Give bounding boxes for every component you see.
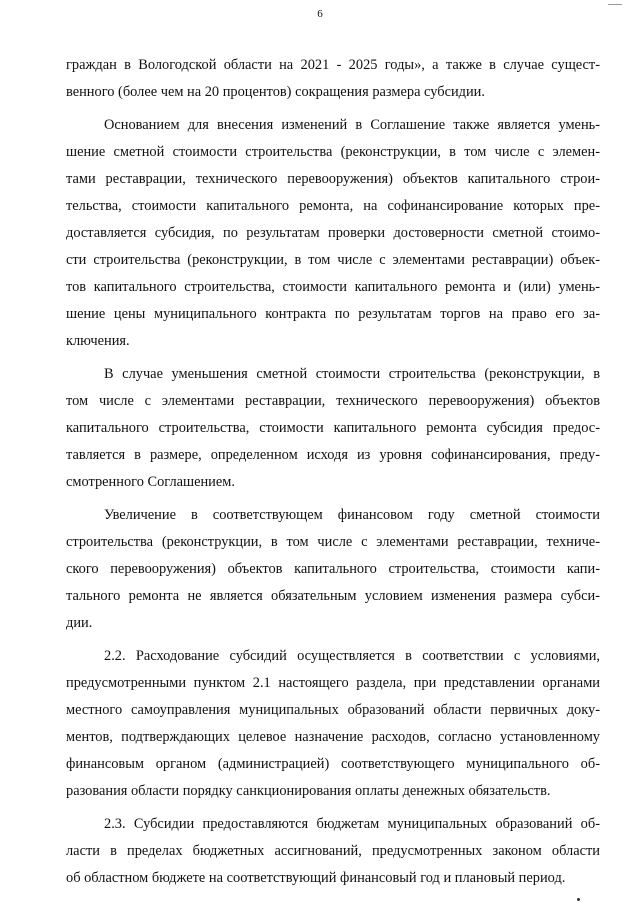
text-line: ментов, подтверждающих целевое назначение расходов, согласно установленному [66,729,600,745]
text-line: тов капитального строительства, стоимости капитального ремонта и (или) умень- [66,279,600,295]
text-line: тального ремонта не является обязательным условием изменения размера субси- [66,588,600,604]
text-line: ключения. [66,333,130,349]
paragraph-grounds-for-changes [66,112,600,355]
scan-dot [577,898,580,901]
text-line: ласти в пределах бюджетных ассигнований, предусмотренных законом области [66,843,600,859]
paragraph-cost-increase [66,502,600,637]
corner-mark [608,0,622,5]
text-line: местного самоуправления муниципальных образований области первичных доку- [66,702,600,718]
paragraph-section-2-2 [66,643,600,805]
text-line: строительства (реконструкции, в том числе с элементами реставрации, техниче- [66,534,600,550]
text-line: разования области порядку санкционирования оплаты денежных обязательств. [66,783,551,799]
text-line: том числе с элементами реставрации, технического перевооружения) объектов [66,393,600,409]
text-line: капитального строительства, стоимости капитального ремонта субсидия предос- [66,420,600,436]
text-line: предусмотренными пунктом 2.1 настоящего раздела, при представлении органами [66,675,600,691]
text-line: граждан в Вологодской области на 2021 - 2025 годы», а также в случае сущест- [66,57,600,73]
text-line: шение цены муниципального контракта по результатам торгов на право его за- [66,306,600,322]
text-line: тавляется в размере, определенном исходя из уровня софинансирования, преду- [66,447,600,463]
text-line: сти строительства (реконструкции, в том числе с элементами реставрации) объек- [66,252,600,268]
text-line: венного (более чем на 20 процентов) сокращения размера субсидии. [66,84,485,100]
text-line: дии. [66,615,93,631]
text-line: доставляется субсидия, по результатам проверки достоверности сметной стоимо- [66,225,600,241]
page-number: 6 [317,8,323,20]
text-line: финансовым органом (администрацией) соответствующего муниципального об- [66,756,600,772]
text-line: смотренного Соглашением. [66,474,235,490]
text-line: 2.3. Субсидии предоставляются бюджетам муниципальных образований об- [104,816,600,832]
text-line: тами реставрации, технического перевооружения) объектов капитального строи- [66,171,600,187]
paragraph-section-2-3 [66,811,600,892]
text-line: Основанием для внесения изменений в Соглашение также является умень- [104,117,600,133]
text-line: Увеличение в соответствующем финансовом году сметной стоимости [104,507,600,523]
text-line: ского перевооружения) объектов капитального строительства, стоимости капи- [66,561,600,577]
text-line: тельства, стоимости капитального ремонта, на софинансирование которых пре- [66,198,600,214]
document-body [66,52,600,894]
paragraph-cost-reduction [66,361,600,496]
paragraph-continuation [66,52,600,106]
text-line: В случае уменьшения сметной стоимости строительства (реконструкции, в [104,366,600,382]
text-line: об областном бюджете на соответствующий финансовый год и плановый период. [66,870,566,886]
text-line: шение сметной стоимости строительства (реконструкции, в том числе с элемен- [66,144,600,160]
text-line: 2.2. Расходование субсидий осуществляется в соответствии с условиями, [104,648,600,664]
